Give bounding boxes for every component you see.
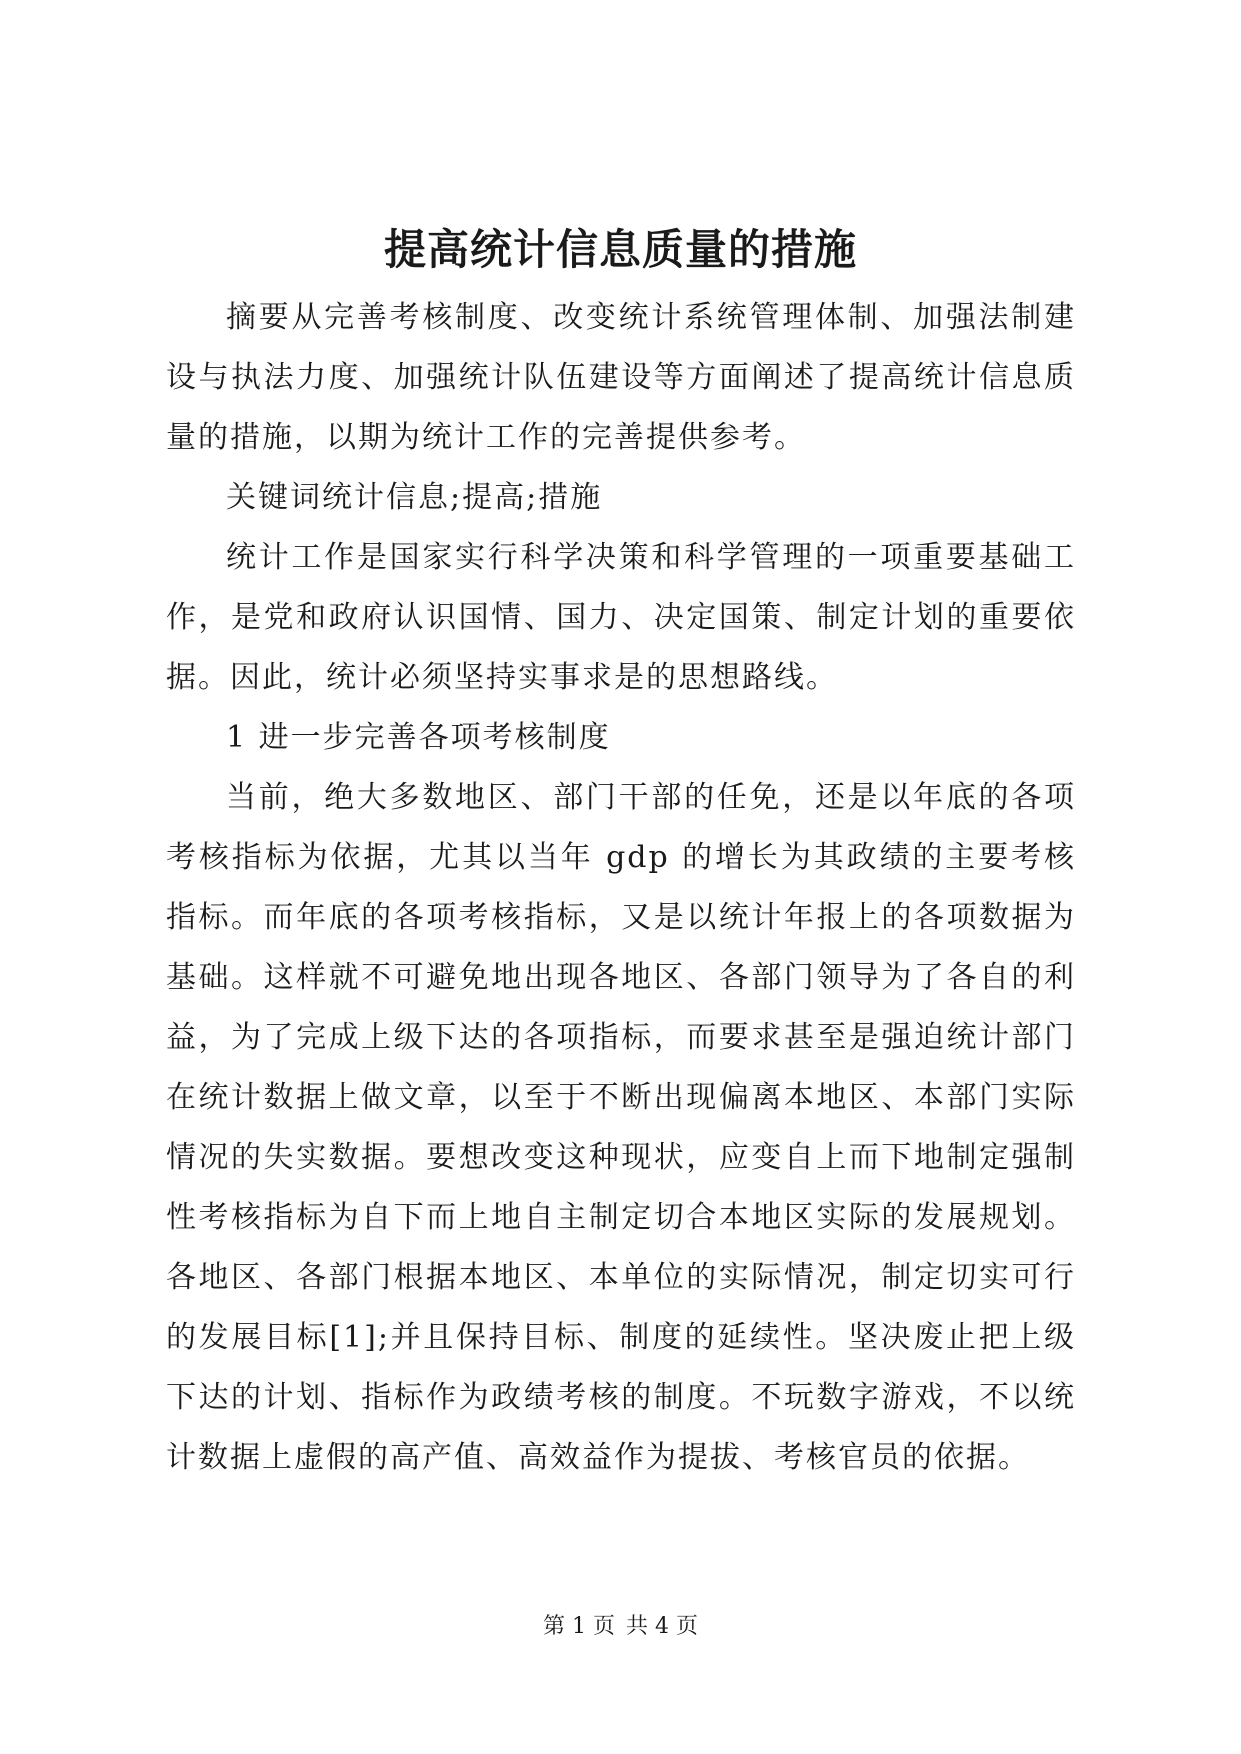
page-footer	[0, 1612, 1241, 1642]
abstract-paragraph: 摘要从完善考核制度、改变统计系统管理体制、加强法制建设与执法力度、加强统计队伍建设等方面阐述了提高统计信息质量的措施，以期为统计工作的完善提供参考。	[166, 300, 1076, 455]
document-title: 提高统计信息质量的措施	[383, 225, 857, 274]
section-heading: 1 进一步完善各项考核制度	[226, 720, 611, 755]
intro-paragraph: 统计工作是国家实行科学决策和科学管理的一项重要基础工作，是党和政府认识国情、国力、决定国策、制定计划的重要依据。因此，统计必须坚持实事求是的思想路线。	[166, 540, 1076, 695]
keywords-paragraph: 关键词统计信息;提高;措施	[226, 480, 603, 515]
document-body	[166, 288, 1076, 1488]
section-paragraph: 当前，绝大多数地区、部门干部的任免，还是以年底的各项考核指标为依据，尤其以当年 gdp 的增长为其政绩的主要考核指标。而年底的各项考核指标，又是以统计年报上的各项数据为基础。这样就不可避免地出现各地区、各部门领导为了各自的利益，为了完成上级下达的各项指标，而要求甚至是强迫统计部门在统计数据上做文章，以至于不断出现偏离本地区、本部门实际情况的失实数据。要想改变这种现状，应变自上而下地制定强制性考核指标为自下而上地自主制定切合本地区实际的发展规划。各地区、各部门根据本地区、本单位的实际情况，制定切实可行的发展目标[1];并且保持目标、制度的延续性。坚决废止把上级下达的计划、指标作为政绩考核的制度。不玩数字游戏，不以统计数据上虚假的高产值、高效益作为提拔、考核官员的依据。	[166, 780, 1076, 1475]
page-number: 第 1 页	[543, 1614, 615, 1639]
page-total: 共 4 页	[626, 1614, 698, 1639]
